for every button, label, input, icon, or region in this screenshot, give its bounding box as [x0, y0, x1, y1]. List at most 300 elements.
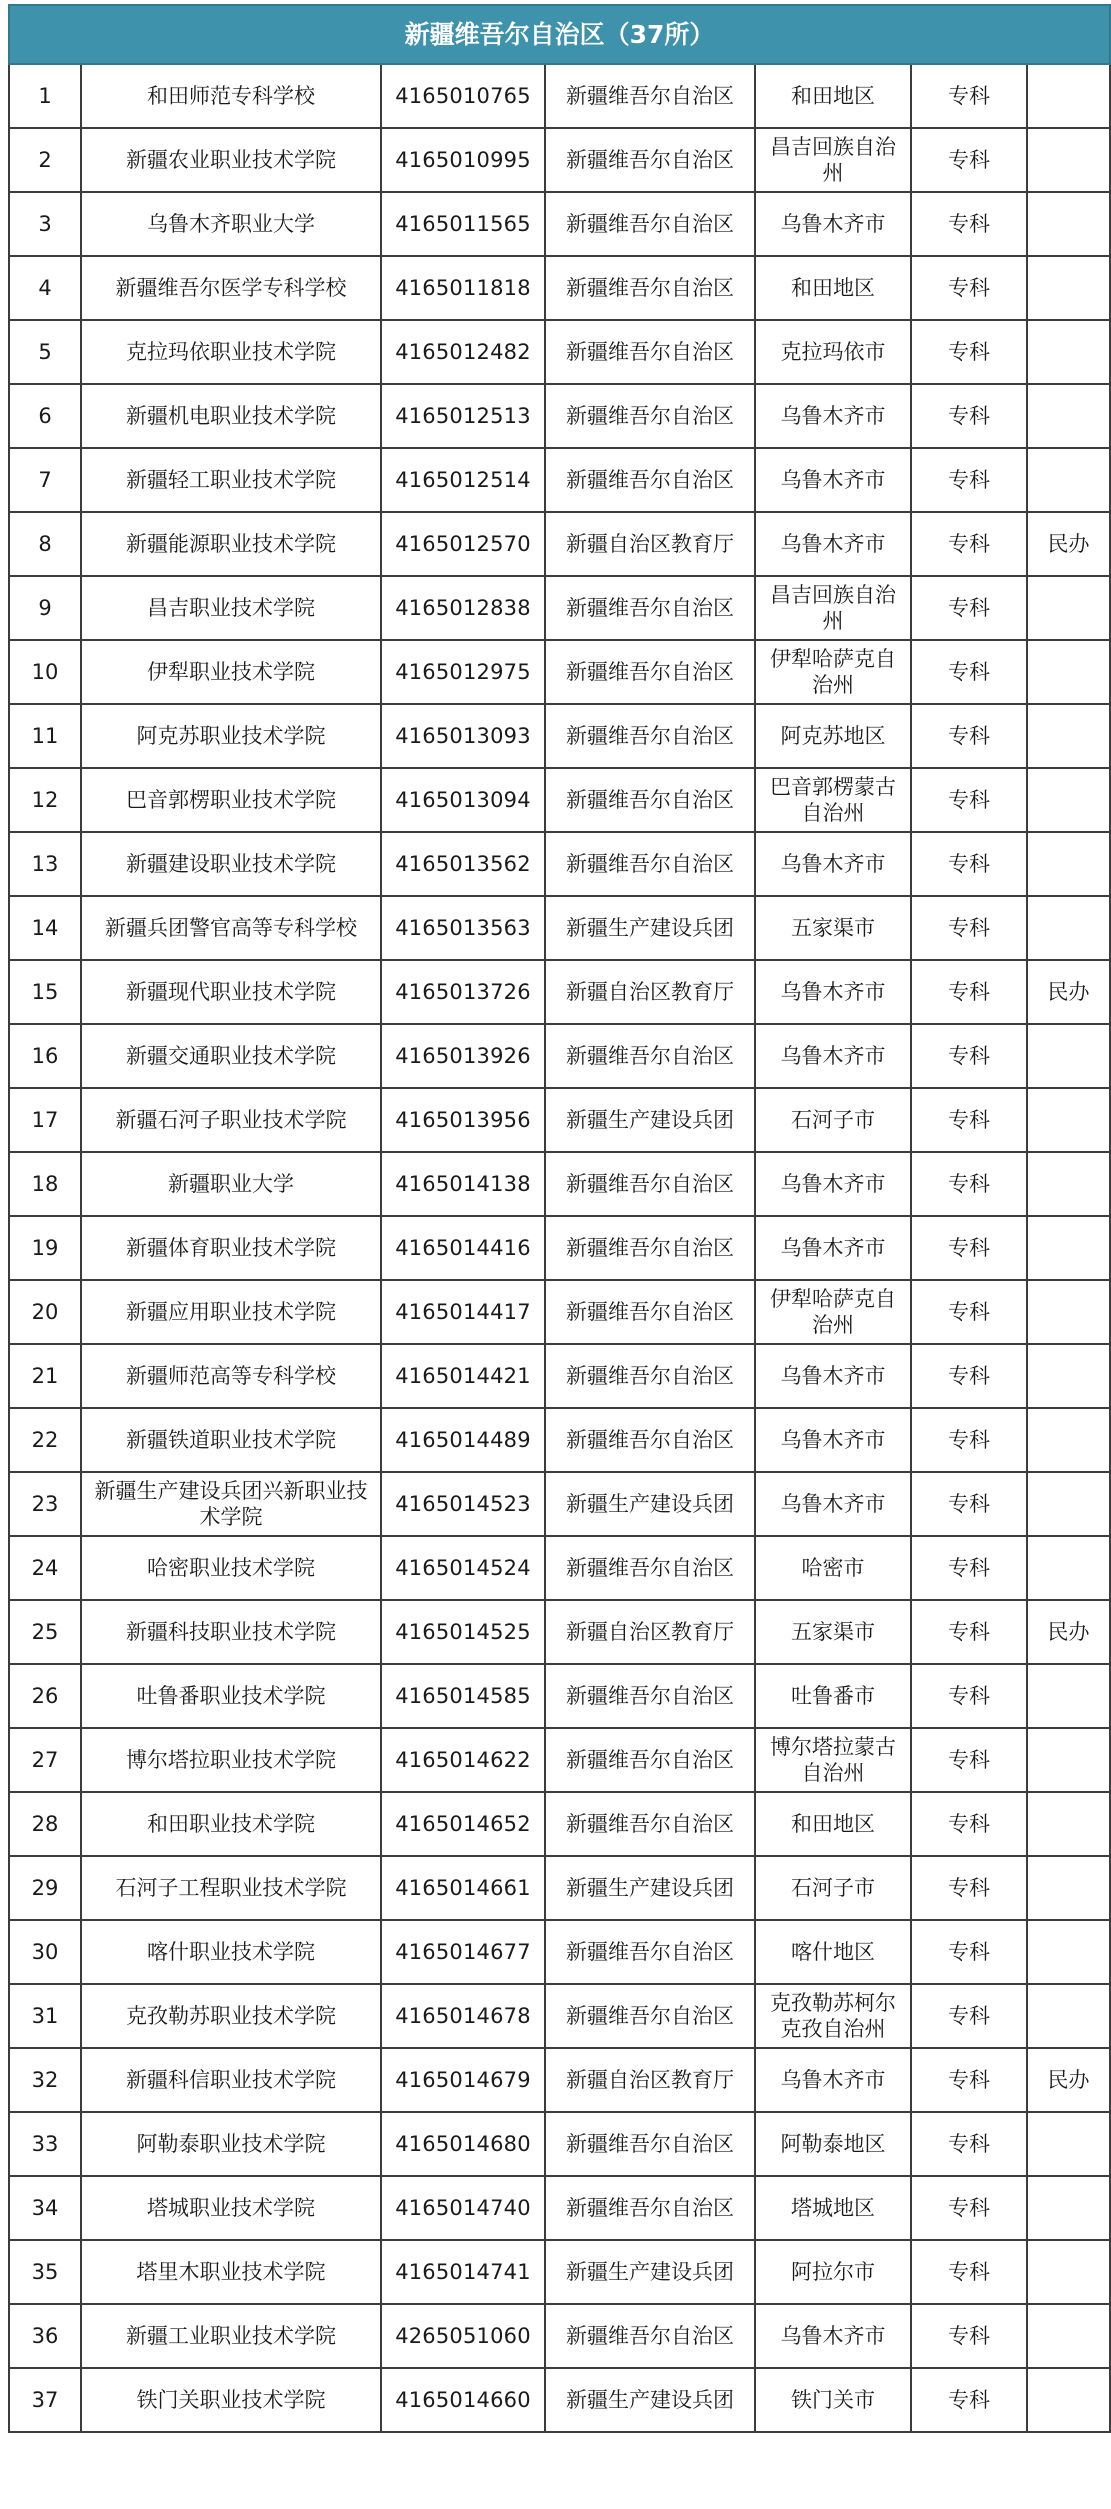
location-cell: 乌鲁木齐市 [755, 1216, 911, 1280]
school-code-cell: 4265051060 [381, 2304, 545, 2368]
authority-cell: 新疆维吾尔自治区 [545, 128, 755, 192]
authority-cell: 新疆维吾尔自治区 [545, 2112, 755, 2176]
school-name-cell: 新疆机电职业技术学院 [81, 384, 381, 448]
location-cell: 乌鲁木齐市 [755, 832, 911, 896]
row-number-cell: 36 [9, 2304, 81, 2368]
school-note-cell: 民办 [1027, 512, 1110, 576]
authority-cell: 新疆生产建设兵团 [545, 1472, 755, 1536]
authority-cell: 新疆维吾尔自治区 [545, 1792, 755, 1856]
school-code-cell: 4165014585 [381, 1664, 545, 1728]
row-number-cell: 7 [9, 448, 81, 512]
school-code-cell: 4165013562 [381, 832, 545, 896]
location-cell: 阿克苏地区 [755, 704, 911, 768]
education-level-cell: 专科 [911, 448, 1027, 512]
school-code-cell: 4165012514 [381, 448, 545, 512]
location-cell: 五家渠市 [755, 896, 911, 960]
education-level-cell: 专科 [911, 128, 1027, 192]
school-code-cell: 4165012975 [381, 640, 545, 704]
location-cell: 乌鲁木齐市 [755, 960, 911, 1024]
school-note-cell [1027, 2112, 1110, 2176]
school-code-cell: 4165014417 [381, 1280, 545, 1344]
authority-cell: 新疆维吾尔自治区 [545, 832, 755, 896]
table-row [9, 1600, 1110, 1664]
authority-cell: 新疆维吾尔自治区 [545, 1024, 755, 1088]
table-row [9, 1088, 1110, 1152]
location-cell: 伊犁哈萨克自治州 [755, 1280, 911, 1344]
authority-cell: 新疆维吾尔自治区 [545, 64, 755, 128]
school-note-cell [1027, 320, 1110, 384]
school-code-cell: 4165013956 [381, 1088, 545, 1152]
location-cell: 乌鲁木齐市 [755, 1408, 911, 1472]
education-level-cell: 专科 [911, 320, 1027, 384]
table-row [9, 832, 1110, 896]
school-name-cell: 伊犁职业技术学院 [81, 640, 381, 704]
location-cell: 乌鲁木齐市 [755, 1344, 911, 1408]
school-note-cell [1027, 2368, 1110, 2432]
school-name-cell: 新疆铁道职业技术学院 [81, 1408, 381, 1472]
school-note-cell [1027, 640, 1110, 704]
school-note-cell [1027, 2176, 1110, 2240]
row-number-cell: 25 [9, 1600, 81, 1664]
school-note-cell [1027, 1728, 1110, 1792]
school-note-cell [1027, 64, 1110, 128]
education-level-cell: 专科 [911, 1728, 1027, 1792]
school-note-cell [1027, 2240, 1110, 2304]
authority-cell: 新疆生产建设兵团 [545, 1856, 755, 1920]
authority-cell: 新疆维吾尔自治区 [545, 2304, 755, 2368]
table-row [9, 128, 1110, 192]
school-note-cell [1027, 576, 1110, 640]
education-level-cell: 专科 [911, 2304, 1027, 2368]
table-row [9, 384, 1110, 448]
row-number-cell: 6 [9, 384, 81, 448]
education-level-cell: 专科 [911, 1472, 1027, 1536]
school-name-cell: 塔城职业技术学院 [81, 2176, 381, 2240]
school-name-cell: 哈密职业技术学院 [81, 1536, 381, 1600]
education-level-cell: 专科 [911, 384, 1027, 448]
location-cell: 克孜勒苏柯尔克孜自治州 [755, 1984, 911, 2048]
education-level-cell: 专科 [911, 1536, 1027, 1600]
authority-cell: 新疆维吾尔自治区 [545, 1152, 755, 1216]
row-number-cell: 10 [9, 640, 81, 704]
school-note-cell [1027, 1792, 1110, 1856]
table-row [9, 1536, 1110, 1600]
authority-cell: 新疆自治区教育厅 [545, 2048, 755, 2112]
authority-cell: 新疆维吾尔自治区 [545, 640, 755, 704]
row-number-cell: 34 [9, 2176, 81, 2240]
education-level-cell: 专科 [911, 576, 1027, 640]
education-level-cell: 专科 [911, 1344, 1027, 1408]
table-row [9, 768, 1110, 832]
authority-cell: 新疆维吾尔自治区 [545, 1728, 755, 1792]
school-code-cell: 4165012838 [381, 576, 545, 640]
table-row [9, 1792, 1110, 1856]
table-row [9, 1408, 1110, 1472]
row-number-cell: 35 [9, 2240, 81, 2304]
row-number-cell: 4 [9, 256, 81, 320]
education-level-cell: 专科 [911, 1088, 1027, 1152]
table-row [9, 1024, 1110, 1088]
row-number-cell: 30 [9, 1920, 81, 1984]
school-note-cell [1027, 1664, 1110, 1728]
school-code-cell: 4165012513 [381, 384, 545, 448]
school-code-cell: 4165014416 [381, 1216, 545, 1280]
school-note-cell [1027, 448, 1110, 512]
authority-cell: 新疆维吾尔自治区 [545, 1280, 755, 1344]
authority-cell: 新疆维吾尔自治区 [545, 1408, 755, 1472]
row-number-cell: 19 [9, 1216, 81, 1280]
school-note-cell [1027, 896, 1110, 960]
row-number-cell: 12 [9, 768, 81, 832]
row-number-cell: 28 [9, 1792, 81, 1856]
location-cell: 石河子市 [755, 1856, 911, 1920]
school-name-cell: 塔里木职业技术学院 [81, 2240, 381, 2304]
school-name-cell: 博尔塔拉职业技术学院 [81, 1728, 381, 1792]
row-number-cell: 23 [9, 1472, 81, 1536]
school-note-cell [1027, 192, 1110, 256]
school-name-cell: 和田师范专科学校 [81, 64, 381, 128]
row-number-cell: 5 [9, 320, 81, 384]
school-note-cell [1027, 1280, 1110, 1344]
table-row [9, 512, 1110, 576]
row-number-cell: 33 [9, 2112, 81, 2176]
education-level-cell: 专科 [911, 1408, 1027, 1472]
school-note-cell [1027, 1536, 1110, 1600]
school-note-cell [1027, 384, 1110, 448]
location-cell: 巴音郭楞蒙古自治州 [755, 768, 911, 832]
school-name-cell: 昌吉职业技术学院 [81, 576, 381, 640]
table-row [9, 2112, 1110, 2176]
school-code-cell: 4165013093 [381, 704, 545, 768]
location-cell: 和田地区 [755, 256, 911, 320]
row-number-cell: 16 [9, 1024, 81, 1088]
table-row [9, 64, 1110, 128]
location-cell: 铁门关市 [755, 2368, 911, 2432]
education-level-cell: 专科 [911, 2240, 1027, 2304]
school-note-cell [1027, 1152, 1110, 1216]
location-cell: 乌鲁木齐市 [755, 1152, 911, 1216]
location-cell: 昌吉回族自治州 [755, 576, 911, 640]
school-code-cell: 4165011818 [381, 256, 545, 320]
school-name-cell: 新疆科信职业技术学院 [81, 2048, 381, 2112]
authority-cell: 新疆生产建设兵团 [545, 2368, 755, 2432]
authority-cell: 新疆维吾尔自治区 [545, 704, 755, 768]
school-note-cell [1027, 1088, 1110, 1152]
school-name-cell: 新疆交通职业技术学院 [81, 1024, 381, 1088]
row-number-cell: 15 [9, 960, 81, 1024]
school-name-cell: 新疆应用职业技术学院 [81, 1280, 381, 1344]
school-code-cell: 4165014680 [381, 2112, 545, 2176]
school-name-cell: 吐鲁番职业技术学院 [81, 1664, 381, 1728]
school-code-cell: 4165014421 [381, 1344, 545, 1408]
authority-cell: 新疆维吾尔自治区 [545, 1664, 755, 1728]
education-level-cell: 专科 [911, 704, 1027, 768]
location-cell: 乌鲁木齐市 [755, 2048, 911, 2112]
school-name-cell: 新疆轻工职业技术学院 [81, 448, 381, 512]
row-number-cell: 14 [9, 896, 81, 960]
location-cell: 乌鲁木齐市 [755, 1472, 911, 1536]
row-number-cell: 3 [9, 192, 81, 256]
authority-cell: 新疆生产建设兵团 [545, 1088, 755, 1152]
authority-cell: 新疆维吾尔自治区 [545, 320, 755, 384]
row-number-cell: 26 [9, 1664, 81, 1728]
school-code-cell: 4165010765 [381, 64, 545, 128]
location-cell: 和田地区 [755, 64, 911, 128]
row-number-cell: 32 [9, 2048, 81, 2112]
authority-cell: 新疆维吾尔自治区 [545, 1984, 755, 2048]
school-name-cell: 新疆兵团警官高等专科学校 [81, 896, 381, 960]
location-cell: 乌鲁木齐市 [755, 1024, 911, 1088]
table-row [9, 896, 1110, 960]
school-name-cell: 石河子工程职业技术学院 [81, 1856, 381, 1920]
location-cell: 乌鲁木齐市 [755, 448, 911, 512]
school-name-cell: 新疆石河子职业技术学院 [81, 1088, 381, 1152]
table-row [9, 960, 1110, 1024]
school-name-cell: 新疆生产建设兵团兴新职业技术学院 [81, 1472, 381, 1536]
row-number-cell: 29 [9, 1856, 81, 1920]
school-code-cell: 4165010995 [381, 128, 545, 192]
school-name-cell: 阿克苏职业技术学院 [81, 704, 381, 768]
school-name-cell: 新疆农业职业技术学院 [81, 128, 381, 192]
school-code-cell: 4165014678 [381, 1984, 545, 2048]
education-level-cell: 专科 [911, 1920, 1027, 1984]
authority-cell: 新疆自治区教育厅 [545, 960, 755, 1024]
table-row [9, 1664, 1110, 1728]
school-note-cell [1027, 128, 1110, 192]
school-code-cell: 4165014652 [381, 1792, 545, 1856]
location-cell: 乌鲁木齐市 [755, 384, 911, 448]
education-level-cell: 专科 [911, 2368, 1027, 2432]
table-row [9, 1472, 1110, 1536]
school-code-cell: 4165013094 [381, 768, 545, 832]
school-code-cell: 4165014138 [381, 1152, 545, 1216]
school-code-cell: 4165013563 [381, 896, 545, 960]
school-code-cell: 4165014660 [381, 2368, 545, 2432]
table-row [9, 1984, 1110, 2048]
row-number-cell: 17 [9, 1088, 81, 1152]
authority-cell: 新疆维吾尔自治区 [545, 256, 755, 320]
school-name-cell: 克孜勒苏职业技术学院 [81, 1984, 381, 2048]
table-row [9, 1152, 1110, 1216]
school-note-cell [1027, 1984, 1110, 2048]
table-row [9, 1920, 1110, 1984]
table-row [9, 2304, 1110, 2368]
location-cell: 哈密市 [755, 1536, 911, 1600]
school-note-cell [1027, 256, 1110, 320]
school-note-cell [1027, 1344, 1110, 1408]
school-note-cell [1027, 1408, 1110, 1472]
education-level-cell: 专科 [911, 896, 1027, 960]
school-name-cell: 阿勒泰职业技术学院 [81, 2112, 381, 2176]
school-name-cell: 铁门关职业技术学院 [81, 2368, 381, 2432]
school-code-cell: 4165014677 [381, 1920, 545, 1984]
authority-cell: 新疆维吾尔自治区 [545, 2176, 755, 2240]
education-level-cell: 专科 [911, 1984, 1027, 2048]
school-code-cell: 4165012570 [381, 512, 545, 576]
authority-cell: 新疆自治区教育厅 [545, 512, 755, 576]
location-cell: 石河子市 [755, 1088, 911, 1152]
table-row [9, 448, 1110, 512]
education-level-cell: 专科 [911, 1792, 1027, 1856]
row-number-cell: 21 [9, 1344, 81, 1408]
location-cell: 乌鲁木齐市 [755, 512, 911, 576]
school-name-cell: 新疆体育职业技术学院 [81, 1216, 381, 1280]
education-level-cell: 专科 [911, 640, 1027, 704]
row-number-cell: 11 [9, 704, 81, 768]
education-level-cell: 专科 [911, 1664, 1027, 1728]
school-note-cell [1027, 2304, 1110, 2368]
authority-cell: 新疆维吾尔自治区 [545, 768, 755, 832]
authority-cell: 新疆维吾尔自治区 [545, 384, 755, 448]
education-level-cell: 专科 [911, 256, 1027, 320]
education-level-cell: 专科 [911, 768, 1027, 832]
school-code-cell: 4165014489 [381, 1408, 545, 1472]
school-note-cell [1027, 704, 1110, 768]
table-row [9, 2368, 1110, 2432]
authority-cell: 新疆维吾尔自治区 [545, 1216, 755, 1280]
row-number-cell: 27 [9, 1728, 81, 1792]
table-row [9, 640, 1110, 704]
table-row [9, 704, 1110, 768]
table-row [9, 256, 1110, 320]
school-code-cell: 4165012482 [381, 320, 545, 384]
school-list-sheet [8, 4, 1109, 2433]
school-code-cell: 4165014622 [381, 1728, 545, 1792]
authority-cell: 新疆维吾尔自治区 [545, 576, 755, 640]
location-cell: 吐鲁番市 [755, 1664, 911, 1728]
row-number-cell: 37 [9, 2368, 81, 2432]
school-code-cell: 4165014740 [381, 2176, 545, 2240]
table-row [9, 2240, 1110, 2304]
school-code-cell: 4165013926 [381, 1024, 545, 1088]
school-name-cell: 乌鲁木齐职业大学 [81, 192, 381, 256]
school-name-cell: 新疆职业大学 [81, 1152, 381, 1216]
authority-cell: 新疆维吾尔自治区 [545, 448, 755, 512]
authority-cell: 新疆维吾尔自治区 [545, 1344, 755, 1408]
school-name-cell: 新疆建设职业技术学院 [81, 832, 381, 896]
school-name-cell: 新疆现代职业技术学院 [81, 960, 381, 1024]
authority-cell: 新疆生产建设兵团 [545, 896, 755, 960]
row-number-cell: 18 [9, 1152, 81, 1216]
education-level-cell: 专科 [911, 1856, 1027, 1920]
row-number-cell: 20 [9, 1280, 81, 1344]
location-cell: 昌吉回族自治州 [755, 128, 911, 192]
school-code-cell: 4165013726 [381, 960, 545, 1024]
location-cell: 喀什地区 [755, 1920, 911, 1984]
table-row [9, 2048, 1110, 2112]
education-level-cell: 专科 [911, 2112, 1027, 2176]
school-name-cell: 巴音郭楞职业技术学院 [81, 768, 381, 832]
school-note-cell [1027, 1216, 1110, 1280]
school-code-cell: 4165014523 [381, 1472, 545, 1536]
school-note-cell: 民办 [1027, 960, 1110, 1024]
authority-cell: 新疆生产建设兵团 [545, 2240, 755, 2304]
education-level-cell: 专科 [911, 1280, 1027, 1344]
school-name-cell: 新疆工业职业技术学院 [81, 2304, 381, 2368]
education-level-cell: 专科 [911, 2048, 1027, 2112]
education-level-cell: 专科 [911, 832, 1027, 896]
location-cell: 和田地区 [755, 1792, 911, 1856]
education-level-cell: 专科 [911, 960, 1027, 1024]
school-code-cell: 4165014661 [381, 1856, 545, 1920]
row-number-cell: 1 [9, 64, 81, 128]
school-name-cell: 新疆能源职业技术学院 [81, 512, 381, 576]
school-code-cell: 4165014679 [381, 2048, 545, 2112]
school-note-cell [1027, 1920, 1110, 1984]
education-level-cell: 专科 [911, 1152, 1027, 1216]
table-row [9, 192, 1110, 256]
table-row [9, 1344, 1110, 1408]
education-level-cell: 专科 [911, 512, 1027, 576]
school-note-cell [1027, 1472, 1110, 1536]
table-row [9, 1728, 1110, 1792]
school-code-cell: 4165014525 [381, 1600, 545, 1664]
table-row [9, 320, 1110, 384]
authority-cell: 新疆维吾尔自治区 [545, 1536, 755, 1600]
location-cell: 博尔塔拉蒙古自治州 [755, 1728, 911, 1792]
location-cell: 乌鲁木齐市 [755, 192, 911, 256]
school-name-cell: 喀什职业技术学院 [81, 1920, 381, 1984]
table-title: 新疆维吾尔自治区（37所） [9, 5, 1110, 64]
education-level-cell: 专科 [911, 192, 1027, 256]
location-cell: 乌鲁木齐市 [755, 2304, 911, 2368]
location-cell: 阿拉尔市 [755, 2240, 911, 2304]
school-name-cell: 新疆科技职业技术学院 [81, 1600, 381, 1664]
location-cell: 伊犁哈萨克自治州 [755, 640, 911, 704]
school-code-cell: 4165014524 [381, 1536, 545, 1600]
table-body [9, 64, 1110, 2432]
school-name-cell: 克拉玛依职业技术学院 [81, 320, 381, 384]
school-table [8, 4, 1111, 2433]
table-row [9, 1280, 1110, 1344]
education-level-cell: 专科 [911, 64, 1027, 128]
row-number-cell: 24 [9, 1536, 81, 1600]
row-number-cell: 31 [9, 1984, 81, 2048]
school-note-cell [1027, 768, 1110, 832]
table-row [9, 576, 1110, 640]
education-level-cell: 专科 [911, 1600, 1027, 1664]
school-code-cell: 4165014741 [381, 2240, 545, 2304]
authority-cell: 新疆自治区教育厅 [545, 1600, 755, 1664]
row-number-cell: 9 [9, 576, 81, 640]
table-row [9, 2176, 1110, 2240]
location-cell: 塔城地区 [755, 2176, 911, 2240]
school-note-cell [1027, 832, 1110, 896]
school-note-cell: 民办 [1027, 2048, 1110, 2112]
school-code-cell: 4165011565 [381, 192, 545, 256]
school-note-cell [1027, 1856, 1110, 1920]
row-number-cell: 8 [9, 512, 81, 576]
location-cell: 五家渠市 [755, 1600, 911, 1664]
school-note-cell [1027, 1024, 1110, 1088]
table-row [9, 1216, 1110, 1280]
row-number-cell: 13 [9, 832, 81, 896]
education-level-cell: 专科 [911, 1216, 1027, 1280]
authority-cell: 新疆维吾尔自治区 [545, 1920, 755, 1984]
location-cell: 克拉玛依市 [755, 320, 911, 384]
location-cell: 阿勒泰地区 [755, 2112, 911, 2176]
education-level-cell: 专科 [911, 1024, 1027, 1088]
school-name-cell: 和田职业技术学院 [81, 1792, 381, 1856]
row-number-cell: 22 [9, 1408, 81, 1472]
row-number-cell: 2 [9, 128, 81, 192]
authority-cell: 新疆维吾尔自治区 [545, 192, 755, 256]
school-name-cell: 新疆师范高等专科学校 [81, 1344, 381, 1408]
education-level-cell: 专科 [911, 2176, 1027, 2240]
table-row [9, 1856, 1110, 1920]
school-name-cell: 新疆维吾尔医学专科学校 [81, 256, 381, 320]
table-title-row [9, 5, 1110, 64]
